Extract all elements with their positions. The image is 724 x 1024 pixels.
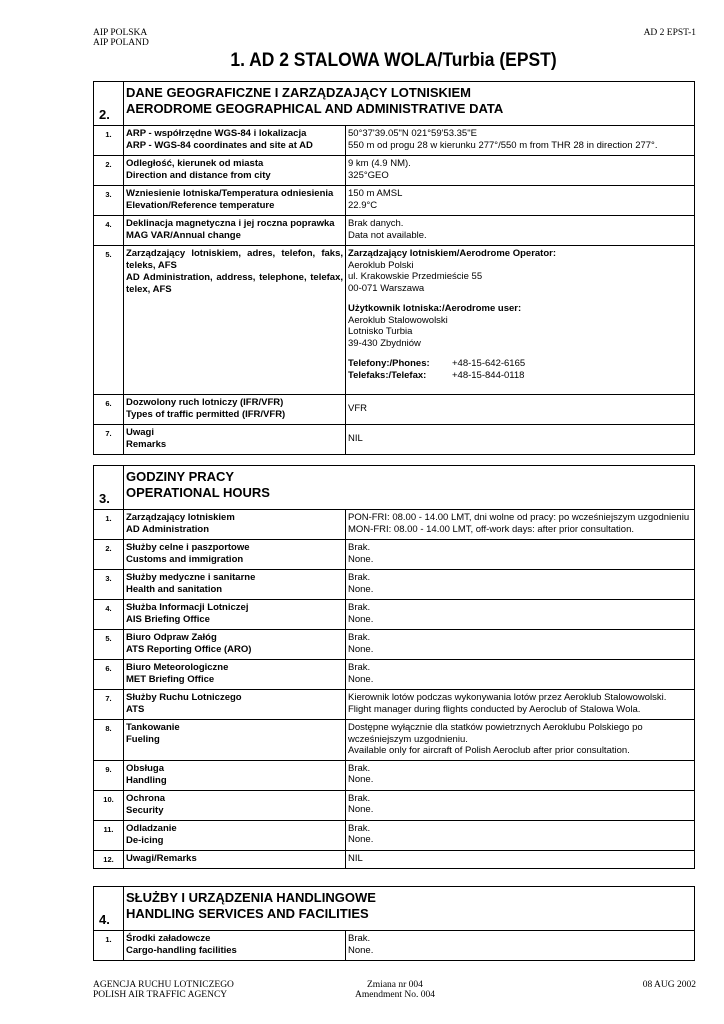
phone-row bbox=[348, 358, 692, 370]
row-number: 6. bbox=[94, 395, 124, 425]
user-city: 39-430 Zbydniów bbox=[348, 337, 421, 349]
table-row bbox=[94, 660, 695, 690]
row-label bbox=[124, 246, 346, 395]
value-line: Brak. bbox=[348, 933, 371, 944]
row-value bbox=[346, 820, 695, 850]
row-value bbox=[346, 660, 695, 690]
row-label bbox=[124, 216, 346, 246]
value-line: None. bbox=[348, 553, 374, 565]
row-value bbox=[346, 126, 695, 156]
section-2-table bbox=[93, 81, 695, 455]
row-value bbox=[346, 395, 695, 425]
label-en: Customs and immigration bbox=[126, 554, 244, 565]
header-line-pl: AIP POLSKA bbox=[93, 28, 148, 38]
label-en: Direction and distance from city bbox=[126, 170, 271, 181]
section-title bbox=[124, 466, 695, 510]
value-line: 550 m od progu 28 w kierunku 277°/550 m from THR 28 in direction 277°. bbox=[348, 139, 658, 151]
row-number: 9. bbox=[94, 760, 124, 790]
row-label bbox=[124, 720, 346, 761]
label-pl: ARP - współrzędne WGS-84 i lokalizacja bbox=[126, 128, 307, 139]
row-label bbox=[124, 790, 346, 820]
label-en: AD Administration bbox=[126, 524, 210, 535]
row-value bbox=[346, 570, 695, 600]
value-line: Brak. bbox=[348, 572, 371, 583]
table-row bbox=[94, 931, 695, 961]
phone-label: Telefony:/Phones: bbox=[348, 358, 430, 369]
value-line: VFR bbox=[348, 403, 367, 415]
row-label bbox=[124, 931, 346, 961]
value-line: NIL bbox=[348, 433, 363, 445]
section-title-en: AERODROME GEOGRAPHICAL AND ADMINISTRATIVE DATA bbox=[126, 101, 504, 116]
value-line: PON-FRI: 08.00 - 14.00 LMT, dni wolne od pracy: po wcześniejszym uzgodnieniu bbox=[348, 512, 690, 523]
operator-name: Aeroklub Polski bbox=[348, 259, 414, 271]
value-line: Brak. bbox=[348, 662, 371, 673]
footer-agency bbox=[93, 980, 234, 1000]
table-row bbox=[94, 850, 695, 868]
header-page-ref: AD 2 EPST-1 bbox=[643, 28, 696, 38]
row-number: 11. bbox=[94, 820, 124, 850]
label-pl: Biuro Odpraw Załóg bbox=[126, 632, 217, 643]
label-en: Handling bbox=[126, 774, 167, 786]
label-pl: Środki załadowcze bbox=[126, 933, 211, 944]
section-title-en: HANDLING SERVICES AND FACILITIES bbox=[126, 906, 369, 921]
value-line: 50°37'39.05"N 021°59'53.35"E bbox=[348, 128, 477, 139]
row-number: 2. bbox=[94, 156, 124, 186]
label-pl: Tankowanie bbox=[126, 722, 180, 733]
label-pl: Biuro Meteorologiczne bbox=[126, 662, 229, 673]
label-en: Elevation/Reference temperature bbox=[126, 200, 275, 211]
value-line: Brak. bbox=[348, 542, 371, 553]
row-value bbox=[346, 720, 695, 761]
value-line: Brak danych. bbox=[348, 218, 404, 229]
row-label bbox=[124, 186, 346, 216]
table-row bbox=[94, 425, 695, 455]
row-value bbox=[346, 186, 695, 216]
row-number: 2. bbox=[94, 540, 124, 570]
row-value bbox=[346, 156, 695, 186]
row-value bbox=[346, 540, 695, 570]
label-pl: Obsługa bbox=[126, 762, 165, 774]
row-label bbox=[124, 850, 346, 868]
operator-city: 00-071 Warszawa bbox=[348, 282, 425, 294]
label-en: MAG VAR/Annual change bbox=[126, 230, 241, 241]
label-pl: Zarządzający lotniskiem, adres, telefon, faks, teleks, AFS bbox=[126, 248, 343, 271]
section-title-pl: DANE GEOGRAFICZNE I ZARZĄDZAJĄCY LOTNISKIEM bbox=[126, 85, 471, 100]
value-line: None. bbox=[348, 643, 374, 655]
label-en: ATS Reporting Office (ARO) bbox=[126, 644, 252, 655]
row-number: 12. bbox=[94, 850, 124, 868]
value-line: Dostępne wyłącznie dla statków powietrznych Aeroklubu Polskiego po wcześniejszym uzgodnieniu. bbox=[348, 722, 643, 745]
value-line: 22.9°C bbox=[348, 199, 378, 211]
value-line: Brak. bbox=[348, 822, 371, 834]
row-number: 4. bbox=[94, 600, 124, 630]
row-value bbox=[346, 216, 695, 246]
label-en: ARP - WGS-84 coordinates and site at AD bbox=[126, 140, 313, 151]
label-en: AD Administration, address, telephone, telefax, telex, AFS bbox=[126, 272, 343, 295]
value-line: NIL bbox=[348, 852, 363, 864]
row-label bbox=[124, 570, 346, 600]
row-value bbox=[346, 630, 695, 660]
operator-street: ul. Krakowskie Przedmieście 55 bbox=[348, 271, 483, 282]
table-row bbox=[94, 630, 695, 660]
row-value bbox=[346, 425, 695, 455]
footer-agency-pl: AGENCJA RUCHU LOTNICZEGO bbox=[93, 980, 234, 990]
value-line: Brak. bbox=[348, 762, 371, 774]
row-label bbox=[124, 820, 346, 850]
table-row bbox=[94, 820, 695, 850]
table-row bbox=[94, 790, 695, 820]
section-number: 3. bbox=[94, 466, 124, 510]
value-line: None. bbox=[348, 804, 374, 815]
phone-number: +48-15-642-6165 bbox=[452, 358, 526, 369]
table-row bbox=[94, 760, 695, 790]
fax-number: +48-15-844-0118 bbox=[452, 369, 525, 381]
section-number: 2. bbox=[94, 82, 124, 126]
value-line: None. bbox=[348, 944, 374, 956]
user-name: Aeroklub Stalowowolski bbox=[348, 314, 448, 326]
row-label bbox=[124, 760, 346, 790]
label-pl: Wzniesienie lotniska/Temperatura odniesienia bbox=[126, 188, 334, 199]
value-line: Data not available. bbox=[348, 229, 427, 241]
row-label bbox=[124, 425, 346, 455]
table-row bbox=[94, 126, 695, 156]
value-line: Brak. bbox=[348, 632, 371, 643]
row-number: 1. bbox=[94, 931, 124, 961]
section-4-table bbox=[93, 886, 695, 961]
value-line: None. bbox=[348, 774, 374, 785]
value-line: None. bbox=[348, 834, 374, 845]
row-number: 4. bbox=[94, 216, 124, 246]
row-number: 7. bbox=[94, 690, 124, 720]
label-pl: Służby medyczne i sanitarne bbox=[126, 572, 256, 583]
label-en: Cargo-handling facilities bbox=[126, 945, 237, 956]
contact-block bbox=[348, 358, 692, 381]
row-label bbox=[124, 126, 346, 156]
label-pl: Odległość, kierunek od miasta bbox=[126, 158, 264, 169]
row-value bbox=[346, 690, 695, 720]
table-row bbox=[94, 570, 695, 600]
row-label bbox=[124, 510, 346, 540]
row-label bbox=[124, 156, 346, 186]
label-pl: Deklinacja magnetyczna i jej roczna poprawka bbox=[126, 218, 335, 229]
section-4-header bbox=[94, 887, 695, 931]
table-row bbox=[94, 395, 695, 425]
row-value bbox=[346, 931, 695, 961]
row-value bbox=[346, 790, 695, 820]
label-pl: Zarządzający lotniskiem bbox=[126, 512, 235, 523]
label-en: Fueling bbox=[126, 734, 160, 745]
value-line: None. bbox=[348, 583, 374, 595]
row-number: 5. bbox=[94, 246, 124, 395]
table-row bbox=[94, 186, 695, 216]
section-number: 4. bbox=[94, 887, 124, 931]
value-line: Brak. bbox=[348, 792, 371, 804]
table-row bbox=[94, 690, 695, 720]
row-number: 7. bbox=[94, 425, 124, 455]
value-line: Available only for aircraft of Polish Aeroclub after prior consultation. bbox=[348, 745, 630, 756]
row-value bbox=[346, 510, 695, 540]
section-title bbox=[124, 82, 695, 126]
section-title-pl: SŁUŻBY I URZĄDZENIA HANDLINGOWE bbox=[126, 890, 376, 905]
label-en: Types of traffic permitted (IFR/VFR) bbox=[126, 409, 286, 420]
row-label bbox=[124, 660, 346, 690]
section-title bbox=[124, 887, 695, 931]
label-en: AIS Briefing Office bbox=[126, 614, 210, 625]
row-value bbox=[346, 246, 695, 395]
table-row bbox=[94, 216, 695, 246]
footer-agency-en: POLISH AIR TRAFFIC AGENCY bbox=[93, 990, 228, 1000]
user-heading: Użytkownik lotniska:/Aerodrome user: bbox=[348, 303, 522, 314]
label-pl: Służba Informacji Lotniczej bbox=[126, 602, 249, 613]
row-label bbox=[124, 395, 346, 425]
row-number: 1. bbox=[94, 510, 124, 540]
footer-amendment-en: Amendment No. 004 bbox=[355, 990, 435, 1000]
row-number: 5. bbox=[94, 630, 124, 660]
value-line: Brak. bbox=[348, 602, 371, 613]
user-block bbox=[348, 303, 692, 349]
label-pl: Ochrona bbox=[126, 792, 166, 804]
row-number: 8. bbox=[94, 720, 124, 761]
table-row bbox=[94, 156, 695, 186]
label-en: De-icing bbox=[126, 834, 164, 846]
operator-heading: Zarządzający lotniskiem/Aerodrome Operator: bbox=[348, 248, 557, 259]
footer-date: 08 AUG 2002 bbox=[642, 980, 696, 990]
value-line: 325°GEO bbox=[348, 169, 389, 181]
section-3-table bbox=[93, 465, 695, 869]
label-en: Health and sanitation bbox=[126, 584, 223, 595]
row-number: 10. bbox=[94, 790, 124, 820]
section-title-en: OPERATIONAL HOURS bbox=[126, 485, 270, 500]
header-line-en: AIP POLAND bbox=[93, 38, 149, 48]
row-number: 6. bbox=[94, 660, 124, 690]
value-line: Flight manager during flights conducted by Aeroclub of Stalowa Wola. bbox=[348, 703, 641, 715]
label-pl: Dozwolony ruch lotniczy (IFR/VFR) bbox=[126, 397, 284, 408]
section-2-header bbox=[94, 82, 695, 126]
value-line: None. bbox=[348, 673, 374, 685]
page-title: 1. AD 2 STALOWA WOLA/Turbia (EPST) bbox=[230, 50, 557, 71]
row-label bbox=[124, 600, 346, 630]
row-value bbox=[346, 760, 695, 790]
table-row bbox=[94, 246, 695, 395]
row-label bbox=[124, 540, 346, 570]
row-number: 3. bbox=[94, 186, 124, 216]
header-publication bbox=[93, 28, 149, 48]
table-row bbox=[94, 600, 695, 630]
label-en: Remarks bbox=[126, 439, 167, 450]
value-line: Kierownik lotów podczas wykonywania lotów przez Aeroklub Stalowowolski. bbox=[348, 692, 667, 703]
label-en: Security bbox=[126, 804, 164, 816]
label-pl: Służby Ruchu Lotniczego bbox=[126, 692, 242, 703]
label-pl: Odladzanie bbox=[126, 822, 177, 834]
table-row bbox=[94, 720, 695, 761]
operator-block bbox=[348, 248, 692, 294]
table-row bbox=[94, 510, 695, 540]
row-label bbox=[124, 690, 346, 720]
user-site: Lotnisko Turbia bbox=[348, 326, 413, 337]
value-line: MON-FRI: 08.00 - 14.00 LMT, off-work days: after prior consultation. bbox=[348, 523, 634, 535]
value-line: None. bbox=[348, 613, 374, 625]
row-number: 1. bbox=[94, 126, 124, 156]
section-title-pl: GODZINY PRACY bbox=[126, 469, 235, 484]
footer-amendment-pl: Zmiana nr 004 bbox=[367, 980, 423, 990]
row-number: 3. bbox=[94, 570, 124, 600]
row-value bbox=[346, 850, 695, 868]
value-line: 150 m AMSL bbox=[348, 188, 403, 199]
label-en: ATS bbox=[126, 704, 145, 715]
footer-amendment bbox=[355, 980, 435, 1000]
value-line: 9 km (4.9 NM). bbox=[348, 158, 411, 169]
label-en: MET Briefing Office bbox=[126, 674, 215, 685]
row-label bbox=[124, 630, 346, 660]
label-pl: Uwagi bbox=[126, 427, 154, 438]
row-value bbox=[346, 600, 695, 630]
label-pl: Uwagi/Remarks bbox=[126, 852, 197, 864]
table-row bbox=[94, 540, 695, 570]
section-3-header bbox=[94, 466, 695, 510]
label-pl: Służby celne i paszportowe bbox=[126, 542, 250, 553]
fax-row bbox=[348, 370, 692, 382]
fax-label: Telefaks:/Telefax: bbox=[348, 369, 427, 381]
